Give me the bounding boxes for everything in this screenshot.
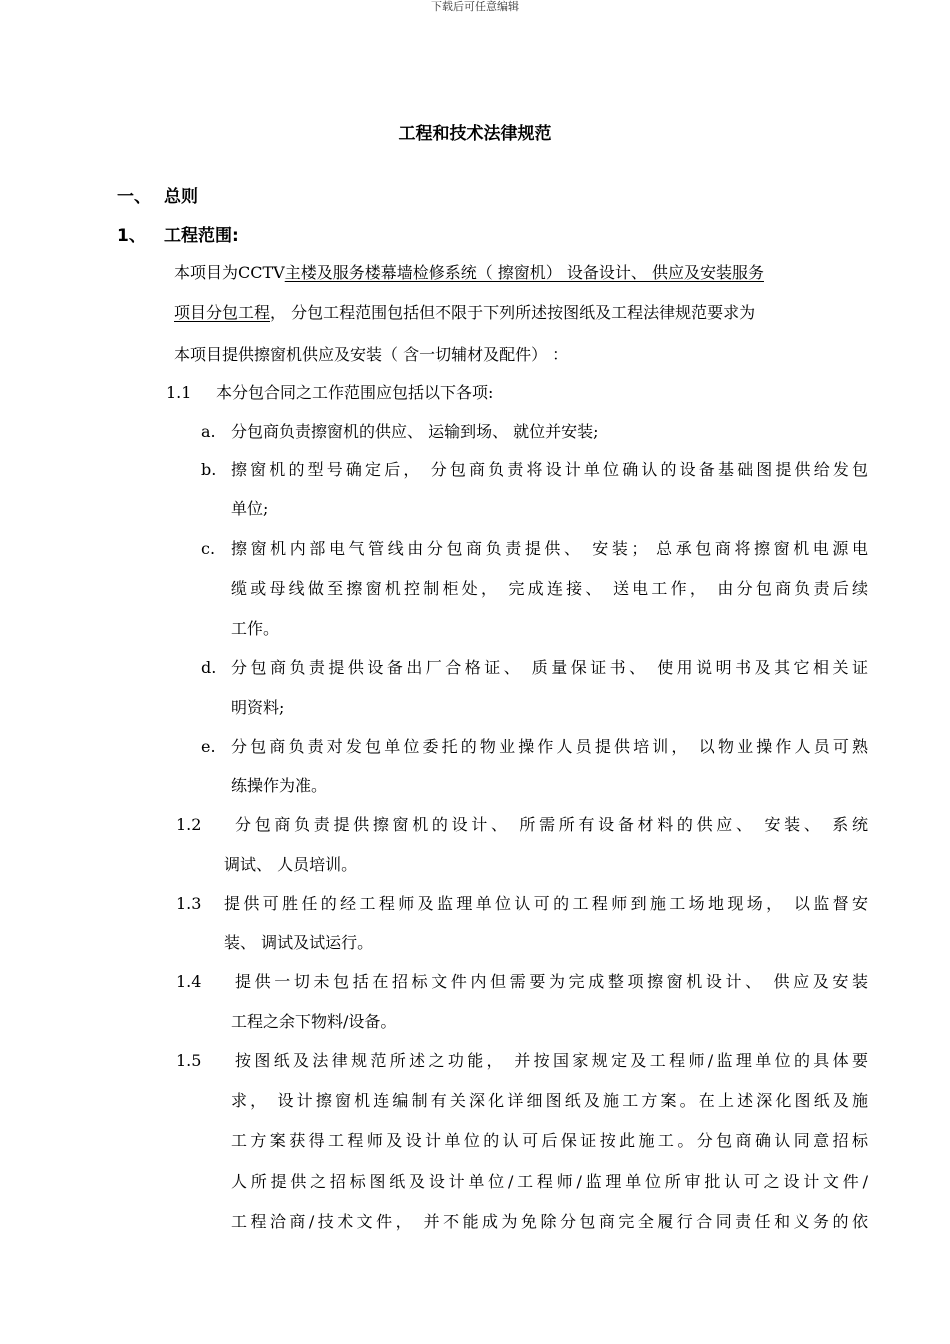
clause-number-1-1: 1.1 (166, 383, 192, 402)
intro-line-1 (174, 261, 868, 285)
clause-1-3-line-2: 装、 调试及试运行。 (224, 933, 374, 952)
intro-line-1-prefix: 本项目为CCTV (174, 263, 285, 282)
clause-1-2-line-1: 分包商负责提供擦窗机的设计、 所需所有设备材料的供应、 安装、 系统 (235, 815, 868, 834)
list-item-c-line-3: 工作。 (231, 619, 280, 638)
list-label-c: c. (201, 539, 216, 558)
intro-project-name: 主楼及服务楼幕墙检修系统（ 擦窗机） 设备设计、 供应及安装服务 (284, 263, 764, 282)
clause-number-1-5: 1.5 (176, 1051, 202, 1070)
list-item-a-line-1: 分包商负责擦窗机的供应、 运输到场、 就位并安装; (231, 422, 599, 441)
list-label-e: e. (201, 737, 216, 756)
list-label-a: a. (201, 422, 216, 441)
clause-number-1-4: 1.4 (176, 972, 202, 991)
intro-line-3: 本项目提供擦窗机供应及安装（ 含一切辅材及配件） ： (174, 345, 569, 364)
section-title: 总则 (164, 187, 198, 207)
clause-1-5-line-2: 求， 设计擦窗机连编制有关深化详细图纸及施工方案。在上述深化图纸及施 (231, 1091, 868, 1110)
clause-1-5-line-5: 工程洽商/技术文件， 并不能成为免除分包商完全履行合同责任和义务的依 (231, 1212, 868, 1231)
list-item-c-line-1: 擦窗机内部电气管线由分包商负责提供、 安装； 总承包商将擦窗机电源电 (231, 539, 868, 558)
list-item-b-line-2: 单位; (231, 499, 269, 518)
item-number: 1、 (117, 226, 146, 246)
list-item-e-line-1: 分包商负责对发包单位委托的物业操作人员提供培训， 以物业操作人员可熟 (231, 737, 868, 756)
list-item-d-line-1: 分包商负责提供设备出厂合格证、 质量保证书、 使用说明书及其它相关证 (231, 658, 868, 677)
intro-line-2 (174, 301, 868, 325)
list-item-c-line-2: 缆或母线做至擦窗机控制柜处， 完成连接、 送电工作， 由分包商负责后续 (231, 579, 868, 598)
clause-1-2-line-2: 调试、 人员培训。 (224, 855, 358, 874)
clause-1-4-line-2: 工程之余下物料/设备。 (231, 1012, 397, 1031)
clause-1-3-line-1: 提供可胜任的经工程师及监理单位认可的工程师到施工场地现场， 以监督安 (224, 894, 868, 913)
list-item-d-line-2: 明资料; (231, 698, 285, 717)
document-title: 工程和技术法律规范 (398, 124, 552, 144)
page-header-note: 下载后可任意编辑 (431, 0, 519, 13)
clause-1-5-line-3: 工方案获得工程师及设计单位的认可后保证按此施工。分包商确认同意招标 (231, 1131, 868, 1150)
clause-number-1-3: 1.3 (176, 894, 202, 913)
list-item-e-line-2: 练操作为准。 (231, 776, 328, 795)
clause-1-1-text: 本分包合同之工作范围应包括以下各项: (216, 383, 494, 402)
clause-1-5-line-1: 按图纸及法律规范所述之功能， 并按国家规定及工程师/监理单位的具体要 (235, 1051, 868, 1070)
clause-1-4-line-1: 提供一切未包括在招标文件内但需要为完成整项擦窗机设计、 供应及安装 (235, 972, 868, 991)
intro-line-2-rest: ， 分包工程范围包括但不限于下列所述按图纸及工程法律规范要求为 (270, 303, 756, 322)
list-label-d: d. (201, 658, 217, 677)
section-number: 一、 (117, 187, 151, 207)
clause-1-5-line-4: 人所提供之招标图纸及设计单位/工程师/监理单位所审批认可之设计文件/ (231, 1172, 868, 1191)
list-item-b-line-1: 擦窗机的型号确定后， 分包商负责将设计单位确认的设备基础图提供给发包 (231, 460, 868, 479)
clause-number-1-2: 1.2 (176, 815, 202, 834)
item-title: 工程范围: (164, 226, 239, 246)
list-label-b: b. (201, 460, 217, 479)
intro-project-name-cont: 项目分包工程 (174, 303, 271, 322)
